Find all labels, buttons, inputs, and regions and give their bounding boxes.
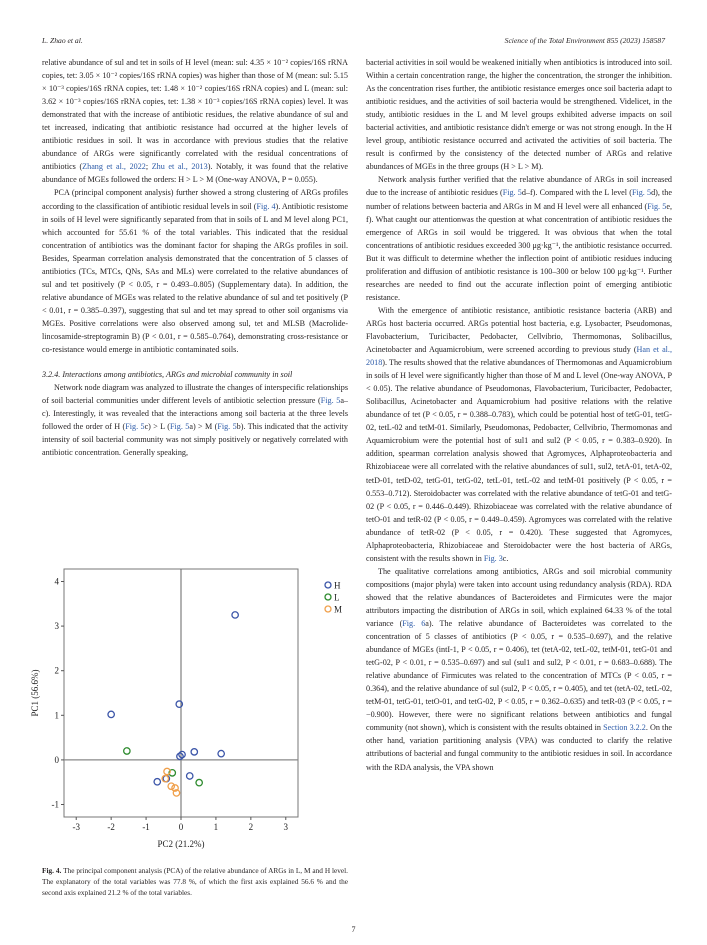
paragraph: relative abundance of sul and tet in soils of H level (mean: sul: 4.35 × 10⁻² copies/16S rRNA copies, tet: 3.05 × 10⁻² copies/16S rRNA copies) was higher than those of M (mean: sul: 5.15 × 10⁻³ copies/16S rRNA copies, tet: 1.48 × 10⁻² copies/16S rRNA copies) and L (mean: sul: 3.62 × 10⁻³ copies/16S rRNA copies, tet: 1.38 × 10⁻³ copies/16S rRNA copies) level. It was demonstrated that with the increase of antibiotic residues, the relative abundance of sul and tet increased, indicating that antibiotic resistance had occurred at the higher levels of antibiotic residues in soil. It was in accordance with previous studies that the relative abundance of ARGs were significantly correlated with the residual concentrations of antibiotics (Zhang et al., 2022; Zhu et al., 2013). Notably, it was found that the relative abundance of MGEs followed the orders: H > L > M (One-way ANOVA, P = 0.055). [42, 58, 348, 185]
data-point-m [168, 783, 174, 789]
figure-link[interactable]: Fig. 3 [483, 553, 503, 563]
figure-link[interactable]: Fig. 5 [125, 422, 145, 432]
x-tick-label: -3 [72, 822, 80, 832]
paragraph: bacterial activities in soil would be weakened initially when antibiotics is introduced into soil. Within a certain concentration range, the higher the concentration, the stronger the inhibition. As the concentration rises further, the antibiotic resistance emerges once soil bacteria adapt to antibiotic residues, and the activities of soil bacteria would be strengthened. Videlicet, in the study, antibiotic residues in the L and M level groups exhibited adverse impacts on soil bacterial activities, and antibiotic resistance didn't emerge or was not strong enough. In the H level group, antibiotic resistance occurred and activated the activities of soil bacteria. The result is confirmed by the consistency of the detected number of ARGs and relative abundances of MGEs in the three groups (H > L > M). [366, 58, 672, 172]
legend-label: M [334, 604, 342, 615]
running-head [42, 36, 665, 50]
figure-link[interactable]: Fig. 5 [170, 422, 190, 432]
x-axis-label: PC2 (21.2%) [157, 839, 205, 849]
x-tick-label: 0 [178, 822, 184, 832]
paragraph: Network analysis further verified that the relative abundance of ARGs in soil increased due to the increase of antibiotic residues (Fig. 5d–f). Compared with the L level (Fig. 5d), the number of relations between bacteria and ARGs in M and H level were all enhanced (Fig. 5e, f). What caught our attentionwas the question at what concentration of antibiotic residues the emergence of ARGs in soil would be triggered. It was obvious that when the total concentrations of antibiotic residues exceeded 300 μg·kg⁻¹, the antibiotic resistance occurred. But it was difficult to determine whether the inflection point of antibiotic residues inducing proliferation and diffusion of antibiotic resistance is 100–300 or below 100 μg·kg⁻¹. Further researches are needed to find out the accurate inflection point of emerging antibiotic resistance. [366, 175, 672, 302]
right-column [366, 56, 672, 774]
caption-label: Fig. 4. [42, 866, 62, 875]
data-point-h [154, 779, 160, 785]
data-point-h [108, 711, 114, 717]
figure-link[interactable]: Fig. 6 [402, 619, 426, 629]
section-link[interactable]: Section 3.2.2 [603, 723, 646, 733]
caption-text: The principal component analysis (PCA) of the relative abundance of ARGs in L, M and H level. The explanatory of the total variables was 77.8 %, of which the first axis explained 56.6 % and the second axis explained 21.2 % of the total variables. [42, 866, 348, 897]
pca-scatter-plot [22, 560, 342, 850]
y-tick-label: 0 [54, 754, 59, 765]
paragraph: Network node diagram was analyzed to illustrate the changes of interspecific relationships of soil bacterial communities under different levels of antibiotic selection pressure (Fig. 5a–c). Interestingly, it was revealed that the interactions among soil bacteria at the three levels followed the order of H (Fig. 5c) > L (Fig. 5a) > M (Fig. 5b). This indicated that the activity intensity of soil bacterial community was not simply positively or negatively correlated with antibiotic concentration. Generally speaking, [42, 383, 348, 458]
figure-link[interactable]: Fig. 5 [320, 396, 341, 406]
header-journal: Science of the Total Environment 855 (2023) 158587 [504, 36, 665, 45]
header-authors: L. Zhao et al. [42, 36, 83, 45]
y-tick-label: 1 [54, 710, 59, 721]
figure-link[interactable]: Fig. 5 [217, 422, 237, 432]
figure-link[interactable]: Fig. 5 [502, 188, 522, 198]
figure-link[interactable]: Fig. 5 [647, 201, 667, 211]
y-tick-label: 3 [54, 621, 59, 632]
y-tick-label: 4 [54, 576, 59, 587]
citation-link[interactable]: Zhang et al., 2022 [82, 162, 146, 172]
figure-caption [42, 866, 348, 899]
x-tick-label: 2 [248, 822, 254, 832]
y-axis-label: PC1 (56.6%) [30, 669, 40, 717]
data-point-h [218, 750, 224, 756]
data-point-l [124, 748, 130, 754]
data-point-l [196, 779, 202, 785]
x-tick-label: -2 [107, 822, 115, 832]
citation-link[interactable]: Zhu et al., 2013 [151, 162, 208, 172]
left-column [42, 56, 348, 459]
legend-marker-l [325, 594, 331, 600]
pca-figure [22, 560, 342, 850]
figure-link[interactable]: Fig. 5 [631, 188, 652, 198]
x-tick-label: 3 [283, 822, 289, 832]
paragraph: PCA (principal component analysis) further showed a strong clustering of ARGs profiles according to the classification of antibiotic residual levels in soil (Fig. 4). Antibiotic resistome in soils of H level were significantly separated from that in soils of L and M level along PC1, which accounted for 55.61 % of the total variables. This indicated that the residual concentration of antibiotics was the dominant factor for shaping the ARGs profiles in soil. Besides, Spearman correlation analysis demonstrated that the concentration of 5 classes of antibiotics (TCs, MTCs, QNs, SAs and MLs) were correlated to the relative abundances of sul and tet positively (P < 0.05, r = 0.493–0.805) (Supplementary data). In addition, the relative abundance of MGEs was related to the relative abundance of sul and tet positively (P < 0.01, r = 0.385–0.397), suggesting that sul and tet may spread to other soil organisms via MGEs. Positive correlations were also observed among sul, tet and MLSB (Macrolide-lincosamide-streptogramin B) (P < 0.01, r = 0.585–0.764), demonstrating cross-resistance or co-resistance would emerge in antibiotic contaminated soils. [42, 188, 348, 355]
paragraph: With the emergence of antibiotic resistance, antibiotic resistance bacteria (ARB) and ARGs host bacteria occurred. ARGs potential host bacteria, e.g. Lysobacter, Pseudomonas, Flavobacterium, Turicibacter, Pedobacter, Cellvibrio, Thermomonas, Solibacillus, Acinetobacter and Aquamicrobium, were screened according to previous study (Han et al., 2018). The results showed that the relative abundances of Thermomonas and Aquamicrobium in soils of H level were significantly higher than those of M and L level (One-way ANOVA, P < 0.05). The relative abundance of Pseudomonas, Flavobacterium, Turicibacter, Pedobacter, Solibacillus, Acinetobacter and Aquamicrobium had positive relations with the relative abundance of tet (P < 0.05, r = 0.388–0.783), which could be potential host of tetG-01, tetG-02, tetL-02 and tetM-01. Similarly, Pseudomonas, Pedobacter, Cellvibrio, Thermomonas and Aquamicrobium were the potential host of sul1 and sul2 (P < 0.05, r = 0.383–0.920). In addition, spearman correlation analysis showed that Agromyces, Alphaproteobacteria and Rhizobiaceae were all correlated with the relative abundances of sul1, sul2, tetA-01, tetA-02, tetD-01, tetD-02, tetG-01, tetG-02, tetL-01, tetL-02 and tetM-01 positively (P < 0.05, r = 0.553–0.712). Steroidobacter was correlated with the relative abundance of tetG-01 and tetG-02 (P < 0.05, r = 0.446–0.449). Rhizobiaceae was correlated with the relative abundance of tetO-01 and tetR-02 (P < 0.05, r = 0.449–0.459). Agromyces was correlated with the relative abundance of tetR-02 (P < 0.05, r = 0.420). These suggested that Agromyces, Alphaproteobacteria, Rhizobiaceae and Steroidobacter were the host bacteria of ARGs, consistent with the results shown in Fig. 3c. [366, 305, 672, 563]
paragraph: The qualitative correlations among antibiotics, ARGs and soil microbial community compositions (major phyla) were taken into account using redundancy analysis (RDA). RDA showed that the relative abundances of Bacteroidetes and Firmicutes were the major attributors impacting the distribution of ARGs in soil, which explained 64.33 % of the total variance (Fig. 6a). The relative abundance of Bacteroidetes was correlated to the concentration of 5 classes of antibiotics (P < 0.05, r = 0.535–0.697), and the relative abundance of MGEs (intI-1, P < 0.05, r = 0.406), tet (tetA-02, tetL-02, tetM-01, tetG-01 and tetG-02, P < 0.01, r = 0.535–0.697) and sul (sul1 and sul2, P < 0.01, r = 0.683–0.688). The relative abundance of Firmicutes was related to the concentration of MTCs (P < 0.05, r = 0.364), and the relative abundance of sul (sul2, P < 0.05, r = 0.405), and tet (tetA-02, tetL-02, tetM-01, tetG-01, tetO-01, and tetG-02, P < 0.05, r = 0.362–0.635) and tetR-03 (P < 0.05, r = −0.900). However, there were no significant relations between antibiotics and fungal community (not shown), which is consistent with the results obtained in Section 3.2.2. On the other hand, variation partitioning analysis (VPA) was conducted to clarify the relative attributions of bacterial and fungal community to the antibiotic residues in soil. In accordance with the RDA analysis, the VPA shown [366, 566, 672, 772]
data-point-h [187, 773, 193, 779]
data-point-h [191, 749, 197, 755]
data-point-h [232, 612, 238, 618]
legend-label: L [334, 592, 340, 603]
section-heading: 3.2.4. Interactions among antibiotics, ARGs and microbial community in soil [42, 370, 293, 380]
y-tick-label: -1 [51, 799, 59, 810]
legend-marker-h [325, 582, 331, 588]
y-tick-label: 2 [54, 665, 59, 676]
legend-marker-m [325, 606, 331, 612]
legend-label: H [334, 580, 341, 591]
figure-link[interactable]: Fig. 4 [256, 201, 276, 211]
citation-link[interactable]: Han et al., 2018 [366, 345, 672, 368]
x-tick-label: 1 [213, 822, 219, 832]
page-number: 7 [351, 925, 356, 934]
x-tick-label: -1 [142, 822, 150, 832]
